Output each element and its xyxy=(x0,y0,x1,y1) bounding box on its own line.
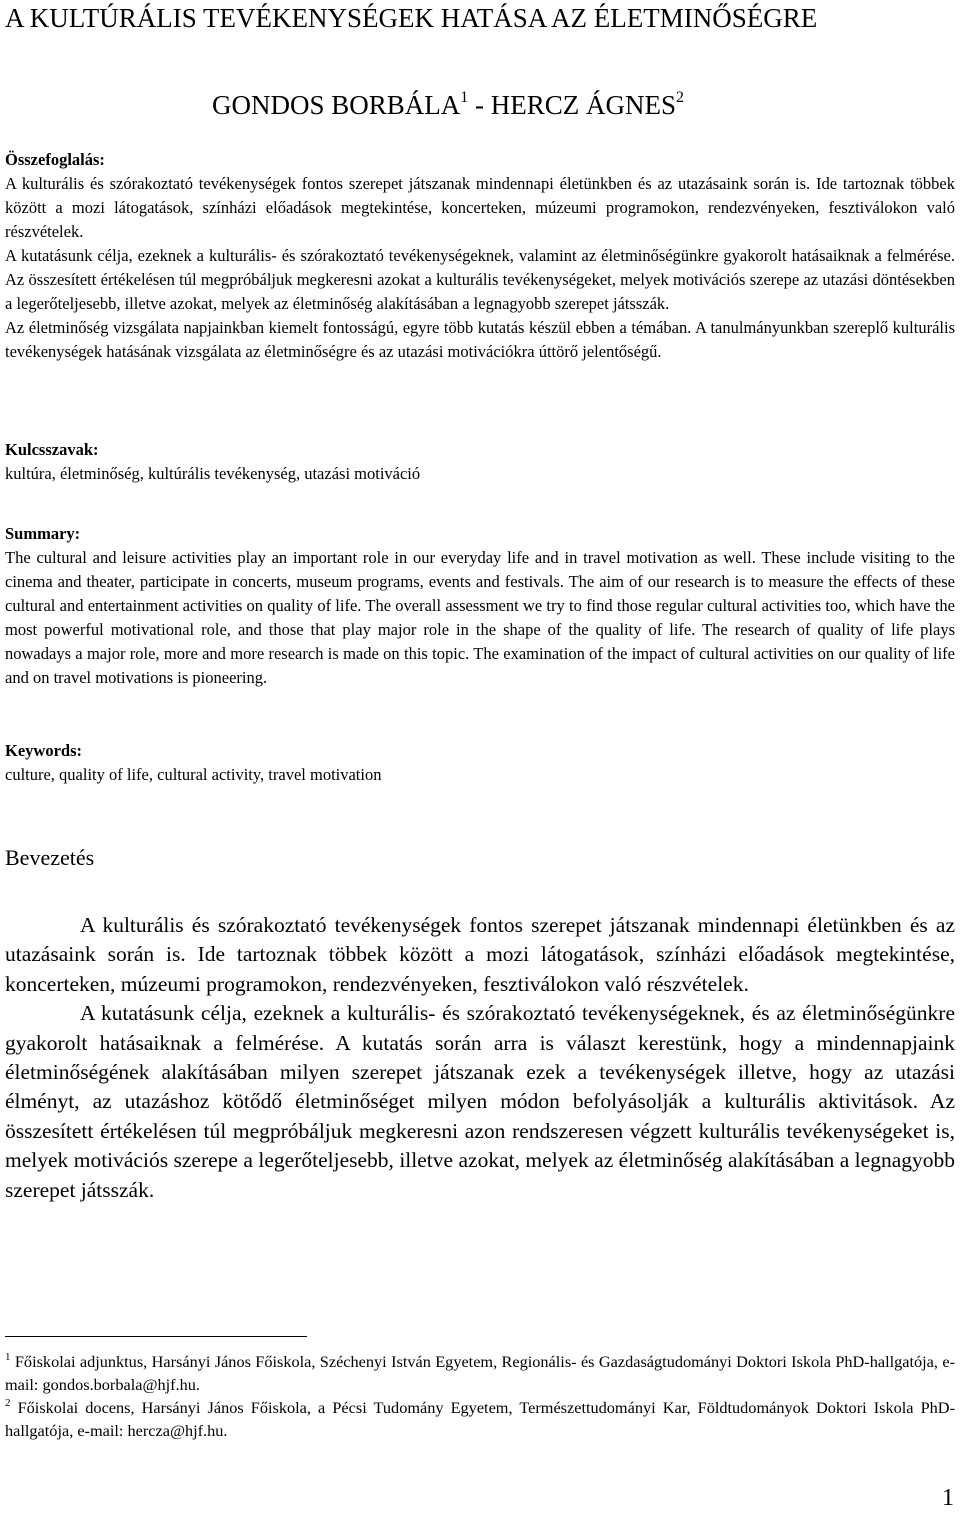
intro-paragraph-1: A kulturális és szórakoztató tevékenységek fontos szerepet játszanak mindennapi életünkben és az utazásaink során is. Ide tartoznak többek között a mozi látogatások, színházi előadások megtekintése, koncerteken, múzeumi programokon, rendezvényeken, fesztiválokon való részvételek. xyxy=(5,913,955,996)
paper-title: A KULTÚRÁLIS TEVÉKENYSÉGEK HATÁSA AZ ÉLETMINŐSÉGRE xyxy=(5,3,818,33)
author-1: GONDOS BORBÁLA xyxy=(212,90,461,120)
abstract-hu-paragraph-3: Az életminőség vizsgálata napjainkban kiemelt fontosságú, egyre több kutatás készül ebben a témában. A tanulmányunkban szereplő kulturális tevékenységek hatásának vizsgálata az életminőségre és az utazási motivációkra úttörő jelentőségű. xyxy=(5,318,955,361)
footnote-1 xyxy=(5,1350,955,1396)
intro-body xyxy=(5,911,955,1205)
footnotes xyxy=(5,1350,955,1442)
keywords-hu xyxy=(5,438,955,486)
footnote-2-text: Főiskolai docens, Harsányi János Főiskola, a Pécsi Tudomány Egyetem, Természettudományi Kar, Földtudományok Doktori Iskola PhD-hallgatója, e-mail: hercza@hjf.hu. xyxy=(5,1398,955,1440)
page-number: 1 xyxy=(942,1485,954,1511)
summary-en-heading: Summary: xyxy=(5,524,81,543)
abstract-hu-paragraph-2: A kutatásunk célja, ezeknek a kulturális- és szórakoztató tevékenységeknek, valamint az életminőségünkre gyakorolt hatásaiknak a felmérése. Az összesített értékelésen túl megpróbáljuk megkeresni azokat a kulturális tevékenységeket, melyek motivációs szerepe az utazási döntésekben a legerőteljesebb, illetve azokat, melyek az életminőség alakításában a legnagyobb szerepet játsszák. xyxy=(5,246,955,313)
footnote-1-text: Főiskolai adjunktus, Harsányi János Főiskola, Széchenyi István Egyetem, Regionális- és Gazdaságtudományi Doktori Iskola PhD-hallgatója, e-mail: gondos.borbala@hjf.hu. xyxy=(5,1352,955,1394)
footnote-2-mark: 2 xyxy=(5,1397,11,1409)
abstract-hu-paragraph-1: A kulturális és szórakoztató tevékenységek fontos szerepet játszanak mindennapi életünkben és az utazásaink során is. Ide tartoznak többek között a mozi látogatások, színházi előadások megtekintése, koncerteken, múzeumi programokon, rendezvényeken, fesztiválokon való részvételek. xyxy=(5,174,955,241)
author-separator: - xyxy=(468,90,491,120)
abstract-hu-heading: Összefoglalás: xyxy=(5,150,105,169)
author-2: HERCZ ÁGNES xyxy=(490,90,677,120)
intro-paragraph-2: A kutatásunk célja, ezeknek a kulturális- és szórakoztató tevékenységeknek, és az életminőségünkre gyakorolt hatásaiknak a felmérése. A kutatás során arra is választ kerestünk, hogy a mindennapjaink életminőségének alakításában milyen szerepet játszanak ezek a tevékenységek illetve, hogy az utazási élményt, az utazáshoz kötődő életminőséget milyen módon befolyásolják a kulturális aktivitások. Az összesített értékelésen túl megpróbáljuk megkeresni azon rendszeresen végzett kulturális tevékenységeket is, melyek motivációs szerepe a legerőteljesebb, illetve azokat, melyek az életminőség alakításában a legnagyobb szerepet játsszák. xyxy=(5,1001,955,1202)
footnote-1-mark: 1 xyxy=(5,1351,11,1363)
author-line xyxy=(212,89,684,121)
keywords-en xyxy=(5,739,955,787)
keywords-en-text: culture, quality of life, cultural activity, travel motivation xyxy=(5,765,382,784)
author-1-footnote-mark: 1 xyxy=(460,89,469,106)
footnote-2 xyxy=(5,1396,955,1442)
summary-en xyxy=(5,522,955,690)
author-2-footnote-mark: 2 xyxy=(676,89,685,106)
footnote-divider xyxy=(5,1336,307,1337)
summary-en-text: The cultural and leisure activities play an important role in our everyday life and in travel motivation as well. These include visiting to the cinema and theater, participate in concerts, museum programs, events and festivals. The aim of our research is to measure the effects of these cultural and entertainment activities on quality of life. The overall assessment we try to find those regular cultural activities too, which have the most powerful motivational role, and those that play major role in the shape of the quality of life. The research of quality of life plays nowadays a major role, more and more research is made on this topic. The examination of the impact of cultural activities on our quality of life and on travel motivations is pioneering. xyxy=(5,548,955,687)
keywords-en-heading: Keywords: xyxy=(5,741,82,760)
abstract-hu xyxy=(5,148,955,364)
keywords-hu-heading: Kulcsszavak: xyxy=(5,440,99,459)
section-heading-bevezetes: Bevezetés xyxy=(5,845,95,870)
keywords-hu-text: kultúra, életminőség, kultúrális tevékenység, utazási motiváció xyxy=(5,464,421,483)
